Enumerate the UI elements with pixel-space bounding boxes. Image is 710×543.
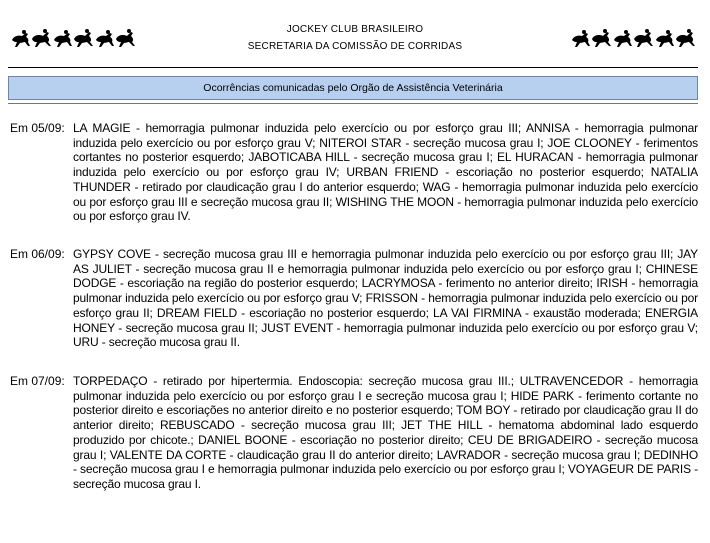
racehorses-icon (570, 26, 698, 50)
entry-date: Em 07/09: (10, 374, 65, 388)
entry-text: TORPEDAÇO - retirado por hipertermia. Endoscopia: secreção mucosa grau III.; ULTRAVENCEDOR - hemorragia pulmonar induzida pelo exercício ou por esforço grau I e secreção mucosa grau I; HIDE PARK - ferimento cortante no posterior direito e escoriações no anterior direito e no posterior esquerdo; TOM BOY - retirado por claudicação grau II do anterior direito; REBUSCADO - secreção mucosa grau III; JET THE HILL - hematoma abdominal lado esquerdo produzido por chicote.; DANIEL BOONE - escoriação no posterior direito; CEU DE BRIGADEIRO - secreção mucosa grau I; VALENTE DA CORTE - claudicação grau II do anterior direito; LAVRADOR - secreção mucosa grau I; DEDINHO - secreção mucosa grau I e hemorragia pulmonar induzida pelo exercício ou por esforço grau I; VOYAGEUR DE PARIS - secreção mucosa grau I. (73, 374, 698, 491)
entry-date: Em 06/09: (10, 247, 65, 261)
organization-name: JOCKEY CLUB BRASILEIRO (286, 24, 424, 35)
header-divider (8, 67, 698, 68)
entry-text: GYPSY COVE - secreção mucosa grau III e hemorragia pulmonar induzida pelo exercício ou por esforço grau III; JAY AS JULIET - secreção mucosa grau II e hemorragia pulmonar induzida pelo exercício ou por esforço grau I; CHINESE DODGE - escoriação na região do posterior esquerdo; LACRYMOSA - ferimento no anterior direito; IRISH - hemorragia pulmonar induzida pelo exercício ou por esforço grau V; FRISSON - hemorragia pulmonar induzida pelo exercício ou por esforço grau II; DREAM FIELD - escoriação no posterior esquerdo; LA VAI FIRMINA - exaustão moderada; ENERGIA HONEY - secreção mucosa grau II; JUST EVENT - hemorragia pulmonar induzida pelo exercício ou por esforço grau V; URU - secreção mucosa grau II. (73, 247, 698, 350)
entry-text: LA MAGIE - hemorragia pulmonar induzida pelo exercício ou por esforço grau III; ANNISA - hemorragia pulmonar induzida pelo exercício ou por esforço grau V; NITEROI STAR - secreção mucosa grau I; JOE CLOONEY - ferimentos cortantes no posterior esquerdo; JABOTICABA HILL - secreção mucosa grau I; EL HURACAN - hemorragia pulmonar induzida pelo exercício ou por esforço grau IV; URBAN FRIEND - escoriação no posterior esquerdo; NATALIA THUNDER - retirado por claudicação grau I do anterior esquerdo; WAG - hemorragia pulmonar induzida pelo exercício ou por esforço grau III e secreção mucosa grau II; WISHING THE MOON - hemorragia pulmonar induzida pelo exercício ou por esforço grau IV. (73, 121, 698, 224)
banner-divider (8, 103, 698, 104)
entry-date: Em 05/09: (10, 121, 65, 135)
page-header (0, 0, 710, 70)
department-name: SECRETARIA DA COMISSÃO DE CORRIDAS (247, 41, 463, 52)
section-banner: Ocorrências comunicadas pelo Orgão de Assistência Veterinária (8, 76, 698, 100)
